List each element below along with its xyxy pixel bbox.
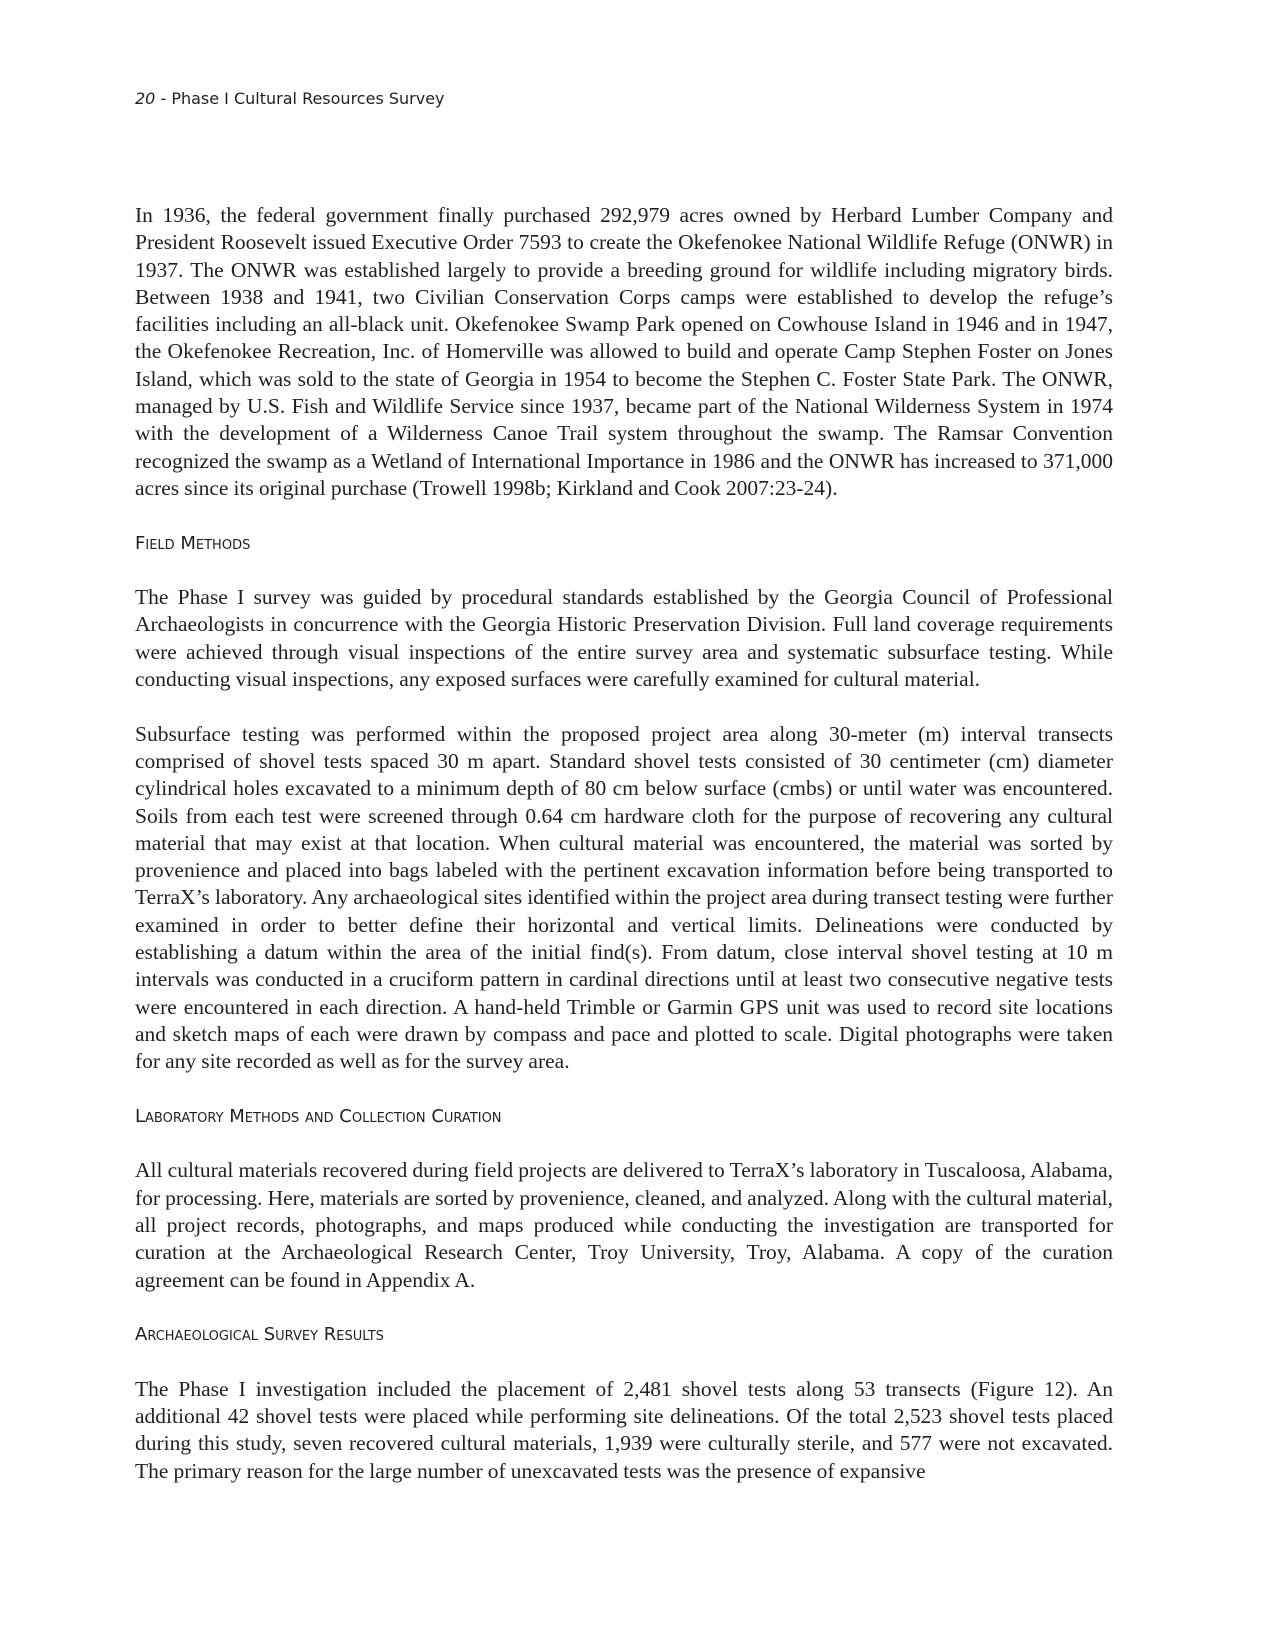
body-content [135,202,1113,1485]
header-title: Phase I Cultural Resources Survey [171,89,445,108]
paragraph-subsurface-testing: Subsurface testing was performed within the proposed project area along 30-meter (m) interval transects comprised of shovel tests spaced 30 m apart. Standard shovel tests consisted of 30 centimeter (cm) diameter cylindrical holes excavated to a minimum depth of 80 cm below surface (cmbs) or until water was encountered. Soils from each test were screened through 0.64 cm hardware cloth for the purpose of recovering any cultural material that may exist at that location. When cultural material was encountered, the material was sorted by provenience and placed into bags labeled with the pertinent excavation information before being transported to TerraX’s laboratory. Any archaeological sites identified within the project area during transect testing were further examined in order to better define their horizontal and vertical limits. Delineations were conducted by establishing a datum within the area of the initial find(s). From datum, close interval shovel testing at 10 m intervals was conducted in a cruciform pattern in cardinal directions until at least two consecutive negative tests were encountered in each direction. A hand-held Trimble or Garmin GPS unit was used to record site locations and sketch maps of each were drawn by compass and pace and plotted to scale. Digital photographs were taken for any site recorded as well as for the survey area. [135,721,1113,1074]
heading-field-methods: Field Methods [135,532,251,554]
heading-laboratory-methods: Laboratory Methods and Collection Curation [135,1105,502,1127]
paragraph-history: In 1936, the federal government finally purchased 292,979 acres owned by Herbard Lumber Company and President Roosevelt issued Executive Order 7593 to create the Okefenokee National Wildlife Refuge (ONWR) in 1937. The ONWR was established largely to provide a breeding ground for wildlife including migratory birds. Between 1938 and 1941, two Civilian Conservation Corps camps were established to develop the refuge’s facilities including an all-black unit. Okefenokee Swamp Park opened on Cowhouse Island in 1946 and in 1947, the Okefenokee Recreation, Inc. of Homerville was allowed to build and operate Camp Stephen Foster on Jones Island, which was sold to the state of Georgia in 1954 to become the Stephen C. Foster State Park. The ONWR, managed by U.S. Fish and Wildlife Service since 1937, became part of the National Wilderness System in 1974 with the development of a Wilderness Canoe Trail system throughout the swamp. The Ramsar Convention recognized the swamp as a Wetland of International Importance in 1986 and the ONWR has increased to 371,000 acres since its original purchase (Trowell 1998b; Kirkland and Cook 2007:23-24). [135,203,1113,500]
header-separator: - [155,89,172,108]
paragraph-survey-standards: The Phase I survey was guided by procedural standards established by the Georgia Council of Professional Archaeologists in concurrence with the Georgia Historic Preservation Division. Full land coverage requirements were achieved through visual inspections of the entire survey area and systematic subsurface testing. While conducting visual inspections, any exposed surfaces were carefully examined for cultural material. [135,585,1113,692]
running-header [135,89,445,108]
page-number: 20 [135,89,156,108]
paragraph-results: The Phase I investigation included the placement of 2,481 shovel tests along 53 transects (Figure 12). An additional 42 shovel tests were placed while performing site delineations. Of the total 2,523 shovel tests placed during this study, seven recovered cultural materials, 1,939 were culturally sterile, and 577 were not excavated. The primary reason for the large number of unexcavated tests was the presence of expansive [135,1376,1113,1483]
paragraph-laboratory: All cultural materials recovered during field projects are delivered to TerraX’s laboratory in Tuscaloosa, Alabama, for processing. Here, materials are sorted by provenience, cleaned, and analyzed. Along with the cultural material, all project records, photographs, and maps produced while conducting the investigation are transported for curation at the Archaeological Research Center, Troy University, Troy, Alabama. A copy of the curation agreement can be found in Appendix A. [135,1158,1113,1292]
heading-survey-results: Archaeological Survey Results [135,1324,384,1346]
